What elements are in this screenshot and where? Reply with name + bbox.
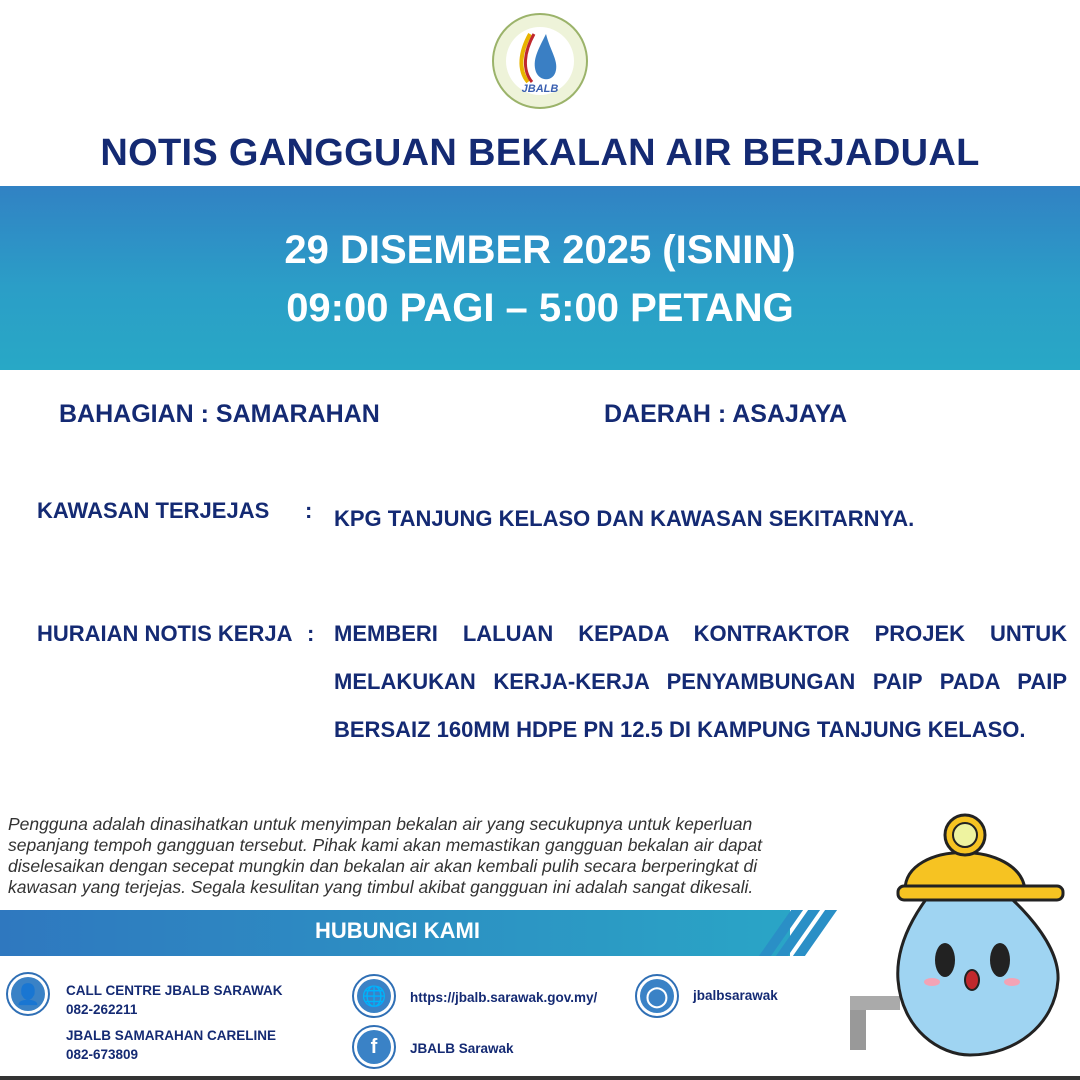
water-drop-mascot — [840, 800, 1080, 1070]
facebook-icon: f — [352, 1025, 396, 1069]
huraian-line: MEMBERI LALUAN KEPADA KONTRAKTOR PROJEK UNTUK — [334, 621, 1067, 646]
huraian-line: BERSAIZ 160MM HDPE PN 12.5 DI KAMPUNG TANJUNG KELASO. — [334, 717, 1026, 742]
call-centre-label: CALL CENTRE JBALB SARAWAK — [66, 983, 283, 998]
date-line: 29 DISEMBER 2025 (ISNIN) — [284, 228, 796, 272]
kawasan-label: KAWASAN TERJEJAS — [37, 498, 270, 523]
person-icon: 👤 — [6, 972, 50, 1016]
huraian-line: MELAKUKAN KERJA-KERJA PENYAMBUNGAN PAIP PADA PAIP — [334, 669, 1067, 694]
careline-number[interactable]: 082-673809 — [66, 1047, 139, 1062]
globe-icon: 🌐 — [352, 974, 396, 1018]
careline-label: JBALB SAMARAHAN CARELINE — [66, 1028, 277, 1043]
svg-text:JBALB: JBALB — [521, 83, 559, 95]
daerah: DAERAH : ASAJAYA — [604, 400, 848, 428]
page-title: NOTIS GANGGUAN BEKALAN AIR BERJADUAL — [100, 132, 980, 174]
contact-heading: HUBUNGI KAMI — [315, 918, 480, 943]
call-centre-number[interactable]: 082-262211 — [66, 1002, 138, 1017]
instagram-icon: ◯ — [635, 974, 679, 1018]
facebook-link[interactable]: JBALB Sarawak — [410, 1041, 514, 1056]
instagram-link[interactable]: jbalbsarawak — [693, 988, 778, 1003]
schedule-banner — [0, 186, 1080, 370]
advice-line: sepanjang tempoh gangguan tersebut. Pihak kami akan memastikan gangguan bekalan air dapat — [8, 835, 762, 855]
kawasan-colon: : — [305, 498, 313, 523]
kawasan-value: KPG TANJUNG KELASO DAN KAWASAN SEKITARNYA. — [334, 506, 915, 531]
time-line: 09:00 PAGI – 5:00 PETANG — [286, 286, 794, 330]
huraian-colon: : — [307, 621, 315, 646]
website-link[interactable]: https://jbalb.sarawak.gov.my/ — [410, 990, 598, 1005]
jbalb-logo — [490, 12, 590, 110]
bottom-border — [0, 1076, 1080, 1080]
advice-line: kawasan yang terjejas. Segala kesulitan yang timbul akibat gangguan ini adalah sangat dikesali. — [8, 877, 754, 897]
bahagian: BAHAGIAN : SAMARAHAN — [59, 400, 380, 428]
huraian-label: HURAIAN NOTIS KERJA — [37, 621, 293, 646]
advice-line: diselesaikan dengan secepat mungkin dan bekalan air akan kembali pulih secara berperingkat di — [8, 856, 758, 876]
advice-line: Pengguna adalah dinasihatkan untuk menyimpan bekalan air yang secukupnya untuk keperluan — [8, 814, 753, 834]
